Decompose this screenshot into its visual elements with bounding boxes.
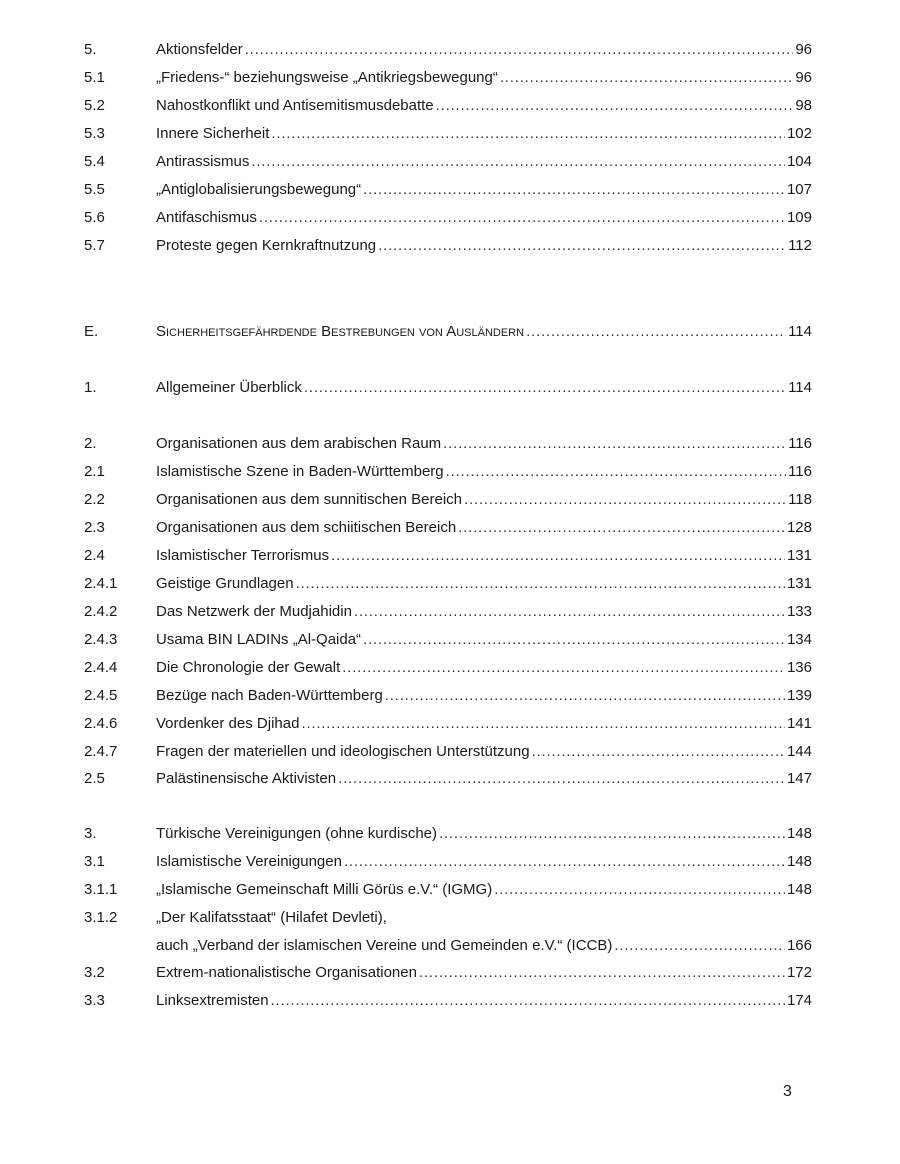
toc-page: 128 — [786, 519, 812, 536]
toc-row — [84, 95, 812, 117]
toc-row — [84, 823, 812, 845]
dot-leader — [494, 879, 785, 901]
toc-title: Linksextremisten — [156, 992, 269, 1009]
toc-entry[interactable] — [156, 935, 812, 957]
toc-page: 166 — [786, 937, 812, 954]
toc-entry[interactable] — [156, 713, 812, 735]
toc-entry[interactable] — [156, 207, 812, 229]
dot-leader — [342, 657, 785, 679]
dot-leader — [378, 235, 786, 257]
toc-row — [84, 741, 812, 763]
toc-entry[interactable] — [156, 823, 812, 845]
toc-page: 148 — [786, 881, 812, 898]
toc-row — [84, 207, 812, 229]
toc-number: 5.3 — [84, 125, 105, 142]
toc-entry[interactable] — [156, 489, 812, 511]
toc-number: 2.4.6 — [84, 715, 118, 732]
toc-title: Das Netzwerk der Mudjahidin — [156, 603, 352, 620]
toc-entry[interactable] — [156, 990, 812, 1012]
toc-title: auch „Verband der islamischen Vereine und Gemeinden e.V.“ (ICCB) — [156, 937, 613, 954]
dot-leader — [331, 545, 785, 567]
toc-title: Palästinensische Aktivisten — [156, 770, 337, 787]
dot-leader — [354, 601, 785, 623]
toc-chapter-row — [84, 321, 812, 343]
toc-title: Die Chronologie der Gewalt — [156, 659, 341, 676]
toc-row — [84, 545, 812, 567]
toc-page: 172 — [786, 964, 812, 981]
toc-title: Fragen der materiellen und ideologischen Unterstützung — [156, 743, 530, 760]
toc-title: Türkische Vereinigungen (ohne kurdische) — [156, 825, 437, 842]
dot-leader — [614, 935, 785, 957]
page-number: 3 — [783, 1083, 792, 1100]
dot-leader — [436, 95, 794, 117]
dot-leader — [464, 489, 786, 511]
toc-title: Aktionsfelder — [156, 41, 243, 58]
dot-leader — [419, 962, 785, 984]
toc-row — [84, 179, 812, 201]
toc-row — [84, 851, 812, 873]
toc-entry[interactable] — [156, 461, 812, 483]
toc-title: Nahostkonflikt und Antisemitismusdebatte — [156, 97, 434, 114]
toc-page: 144 — [786, 743, 812, 760]
toc-page: 174 — [786, 992, 812, 1009]
toc-page: 148 — [786, 853, 812, 870]
dot-leader — [304, 377, 786, 399]
toc-number: 2.4.7 — [84, 743, 118, 760]
toc-row-continuation — [84, 935, 812, 957]
toc-number: 5.5 — [84, 181, 105, 198]
toc-entry[interactable] — [156, 601, 812, 623]
toc-row — [84, 713, 812, 735]
dot-leader — [259, 207, 785, 229]
toc-page: 114 — [788, 379, 812, 396]
toc-entry[interactable] — [156, 67, 812, 89]
toc-entry[interactable] — [156, 545, 812, 567]
toc-entry[interactable] — [156, 95, 812, 117]
dot-leader — [526, 321, 786, 343]
toc-number: E. — [84, 323, 99, 340]
toc-title: „Der Kalifatsstaat“ (Hilafet Devleti), — [156, 909, 387, 926]
toc-row — [84, 768, 812, 790]
toc-entry[interactable] — [156, 377, 812, 399]
toc-row — [84, 39, 812, 61]
toc-number: 2.4.2 — [84, 603, 118, 620]
toc-title: Organisationen aus dem sunnitischen Bereich — [156, 491, 463, 508]
toc-entry[interactable] — [156, 517, 812, 539]
toc-entry[interactable] — [156, 321, 812, 343]
toc-number: 2. — [84, 435, 97, 452]
toc-row — [84, 489, 812, 511]
dot-leader — [251, 151, 785, 173]
toc-entry[interactable] — [156, 907, 812, 929]
toc-number: 2.2 — [84, 491, 105, 508]
dot-leader — [338, 768, 785, 790]
toc-title: „Friedens-“ beziehungsweise „Antikriegsbewegung“ — [156, 69, 498, 86]
toc-page: 102 — [786, 125, 812, 142]
toc-page: 96 — [795, 41, 812, 58]
toc-page: 104 — [786, 153, 812, 170]
toc-row — [84, 685, 812, 707]
toc-number: 2.4 — [84, 547, 105, 564]
toc-row — [84, 461, 812, 483]
toc-page: 98 — [795, 97, 812, 114]
toc-row — [84, 67, 812, 89]
dot-leader — [385, 685, 785, 707]
toc-row — [84, 907, 812, 929]
dot-leader — [443, 433, 786, 455]
toc-entry[interactable] — [156, 629, 812, 651]
dot-leader — [532, 741, 785, 763]
dot-leader — [363, 629, 785, 651]
dot-leader — [458, 517, 785, 539]
toc-entry[interactable] — [156, 179, 812, 201]
toc-title: Organisationen aus dem arabischen Raum — [156, 435, 442, 452]
toc-row — [84, 601, 812, 623]
toc-title: Extrem-nationalistische Organisationen — [156, 964, 417, 981]
toc-title: „Antiglobalisierungsbewegung“ — [156, 181, 362, 198]
toc-number: 2.4.3 — [84, 631, 118, 648]
toc-page: 139 — [786, 687, 812, 704]
toc-entry[interactable] — [156, 433, 812, 455]
toc-page: 141 — [786, 715, 812, 732]
toc-number: 3.1.1 — [84, 881, 118, 898]
dot-leader — [301, 713, 785, 735]
dot-leader — [296, 573, 785, 595]
toc-title: Antifaschismus — [156, 209, 257, 226]
toc-entry[interactable] — [156, 151, 812, 173]
toc-entry[interactable] — [156, 657, 812, 679]
toc-row — [84, 151, 812, 173]
toc-row — [84, 962, 812, 984]
toc-row — [84, 433, 812, 455]
toc-page: 136 — [786, 659, 812, 676]
toc-entry[interactable] — [156, 741, 812, 763]
toc-title: Proteste gegen Kernkraftnutzung — [156, 237, 377, 254]
toc-entry[interactable] — [156, 851, 812, 873]
toc-page: 148 — [786, 825, 812, 842]
toc-number: 5.2 — [84, 97, 105, 114]
toc-page: 114 — [788, 323, 812, 340]
toc-page: 112 — [788, 237, 812, 254]
toc-entry[interactable] — [156, 123, 812, 145]
toc-page: 107 — [786, 181, 812, 198]
toc-page: 116 — [788, 435, 812, 452]
toc-title: Antirassismus — [156, 153, 250, 170]
toc-title: Geistige Grundlagen — [156, 575, 294, 592]
toc-entry[interactable] — [156, 685, 812, 707]
toc-row — [84, 629, 812, 651]
toc-title: Vordenker des Djihad — [156, 715, 300, 732]
toc-page: 109 — [786, 209, 812, 226]
dot-leader — [271, 123, 785, 145]
toc-number: 2.4.1 — [84, 575, 118, 592]
toc-entry[interactable] — [156, 235, 812, 257]
toc-number: 2.5 — [84, 770, 105, 787]
toc-number: 2.1 — [84, 463, 105, 480]
dot-leader — [245, 39, 794, 61]
toc-chapter-title: Sicherheitsgefährdende Bestrebungen von Ausländern — [156, 323, 525, 340]
toc-entry[interactable] — [156, 962, 812, 984]
toc-title: Bezüge nach Baden-Württemberg — [156, 687, 383, 704]
dot-leader — [344, 851, 785, 873]
toc-number: 2.4.5 — [84, 687, 118, 704]
toc-page: 131 — [786, 575, 812, 592]
toc-page: 116 — [788, 463, 812, 480]
toc-entry[interactable] — [156, 768, 812, 790]
toc-number: 5.4 — [84, 153, 105, 170]
toc-row — [84, 657, 812, 679]
toc-page: 147 — [786, 770, 812, 787]
toc-entry[interactable] — [156, 879, 812, 901]
toc-title: Islamistische Szene in Baden-Württemberg — [156, 463, 444, 480]
dot-leader — [363, 179, 785, 201]
dot-leader — [439, 823, 785, 845]
toc-entry[interactable] — [156, 573, 812, 595]
toc-number: 5.6 — [84, 209, 105, 226]
toc-page: 133 — [786, 603, 812, 620]
toc-title: Usama BIN LADINs „Al-Qaida“ — [156, 631, 362, 648]
toc-number: 2.3 — [84, 519, 105, 536]
toc-number: 3.1 — [84, 853, 105, 870]
toc-row — [84, 573, 812, 595]
toc-title: Islamistischer Terrorismus — [156, 547, 330, 564]
toc-number: 5. — [84, 41, 97, 58]
toc-number: 3.1.2 — [84, 909, 118, 926]
toc-row — [84, 517, 812, 539]
toc-page: 134 — [786, 631, 812, 648]
toc-number: 3. — [84, 825, 97, 842]
dot-leader — [271, 990, 785, 1012]
toc-number: 2.4.4 — [84, 659, 118, 676]
toc-title: Innere Sicherheit — [156, 125, 270, 142]
toc-row — [84, 377, 812, 399]
toc-row — [84, 123, 812, 145]
toc-number: 3.3 — [84, 992, 105, 1009]
toc-row — [84, 879, 812, 901]
toc-row — [84, 990, 812, 1012]
toc-title: Organisationen aus dem schiitischen Bereich — [156, 519, 457, 536]
toc-page: 96 — [795, 69, 812, 86]
toc-title: „Islamische Gemeinschaft Milli Görüs e.V.“ (IGMG) — [156, 881, 493, 898]
toc-page: 131 — [786, 547, 812, 564]
toc-row — [84, 235, 812, 257]
toc-number: 1. — [84, 379, 97, 396]
toc-title: Islamistische Vereinigungen — [156, 853, 342, 870]
toc-number: 5.1 — [84, 69, 105, 86]
toc-title: Allgemeiner Überblick — [156, 379, 302, 396]
dot-leader — [446, 461, 786, 483]
toc-page: 118 — [788, 491, 812, 508]
dot-leader — [500, 67, 793, 89]
toc-entry[interactable] — [156, 39, 812, 61]
toc-number: 5.7 — [84, 237, 105, 254]
toc-number: 3.2 — [84, 964, 105, 981]
